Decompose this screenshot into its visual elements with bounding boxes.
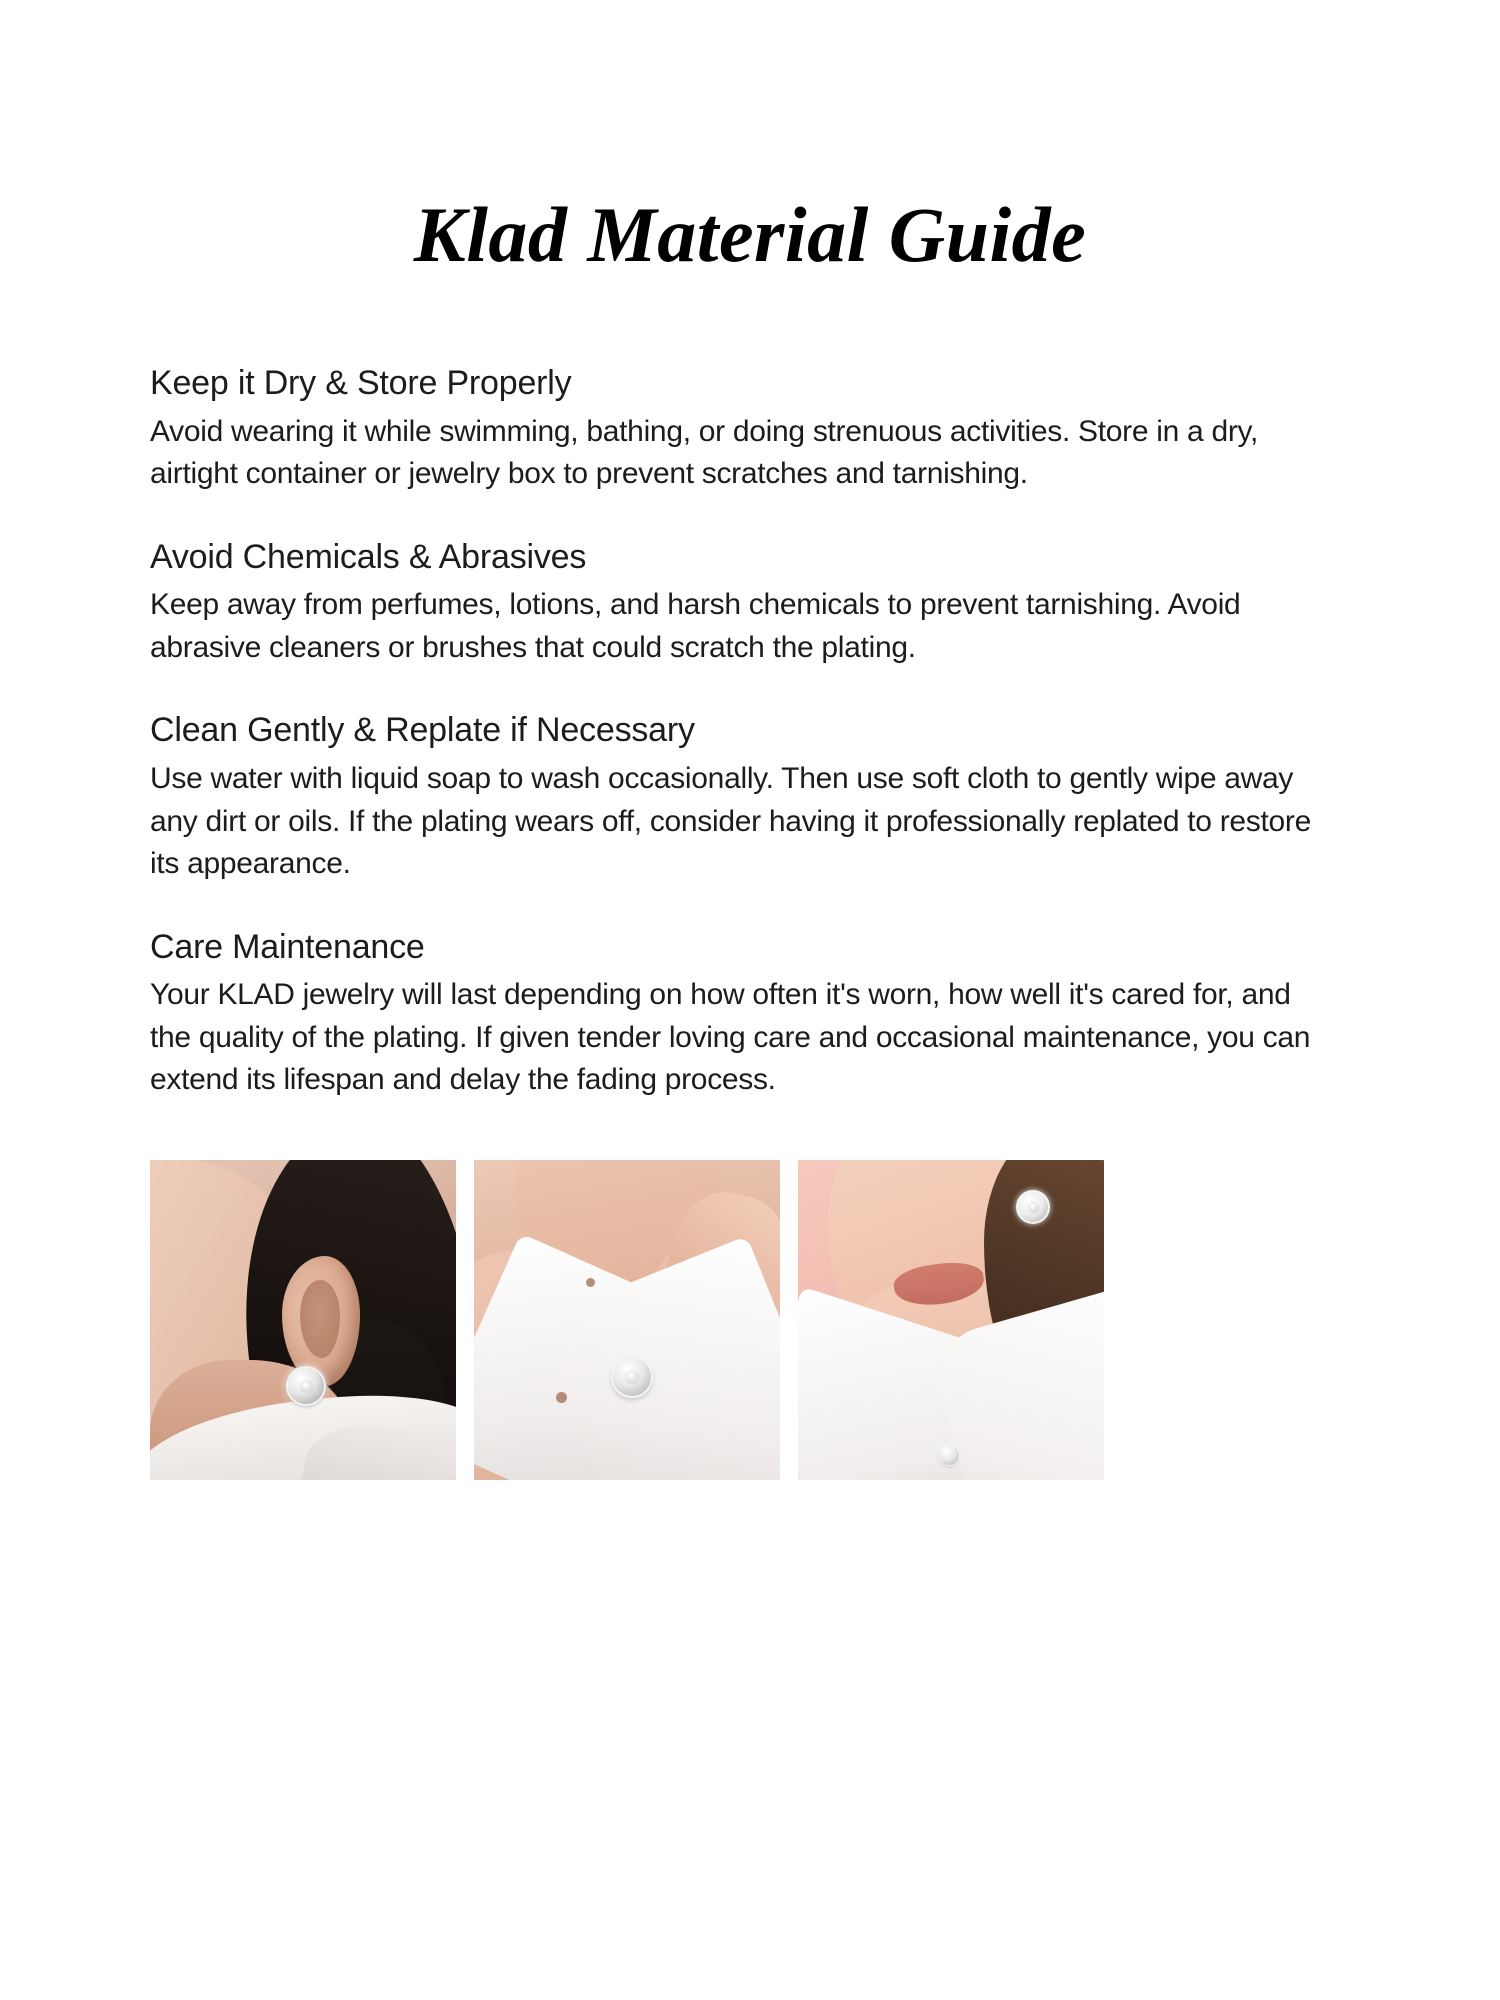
photo-detail-mole — [556, 1392, 567, 1403]
page-title: Klad Material Guide — [413, 191, 1087, 278]
section-heading: Avoid Chemicals & Abrasives — [150, 537, 587, 576]
section-body: Keep away from perfumes, lotions, and harsh chemicals to prevent tarnishing. Avoid abrasive cleaners or brushes that could scratch the plating. — [150, 588, 1241, 664]
photo-earring-model — [150, 1160, 456, 1480]
photo-detail-mole — [586, 1278, 595, 1287]
section-heading: Keep it Dry & Store Properly — [150, 364, 572, 402]
photo-face-model-pink — [798, 1160, 1104, 1480]
section-avoid-chemicals — [150, 536, 1350, 670]
jewelry-stud-earring — [286, 1366, 326, 1406]
guide-sections — [0, 362, 1500, 1102]
section-body: Avoid wearing it while swimming, bathing, or doing strenuous activities. Store in a dry, airtight container or jewelry box to prevent scratches and tarnishing. — [150, 414, 1259, 491]
jewelry-pendant — [938, 1444, 960, 1466]
section-keep-it-dry — [150, 362, 1350, 496]
product-photo-gallery — [0, 1160, 1500, 1480]
section-care-maintenance — [150, 926, 1350, 1102]
section-heading: Care Maintenance — [150, 927, 425, 966]
jewelry-pendant — [611, 1356, 653, 1398]
section-heading: Clean Gently & Replate if Necessary — [150, 711, 695, 750]
section-body: Your KLAD jewelry will last depending on how often it's worn, how well it's cared for, and the quality of the plating. If given tender loving care and occasional maintenance, you can extend its lifespan and delay the fading process. — [150, 978, 1311, 1097]
section-body: Use water with liquid soap to wash occasionally. Then use soft cloth to gently wipe away any dirt or oils. If the plating wears off, consider having it professionally replated to restore its appearance. — [150, 761, 1311, 881]
section-clean-gently — [150, 709, 1350, 885]
photo-detail-ear-inner — [300, 1280, 340, 1358]
jewelry-stud-earring — [1016, 1190, 1050, 1224]
photo-necklace-model — [474, 1160, 780, 1480]
